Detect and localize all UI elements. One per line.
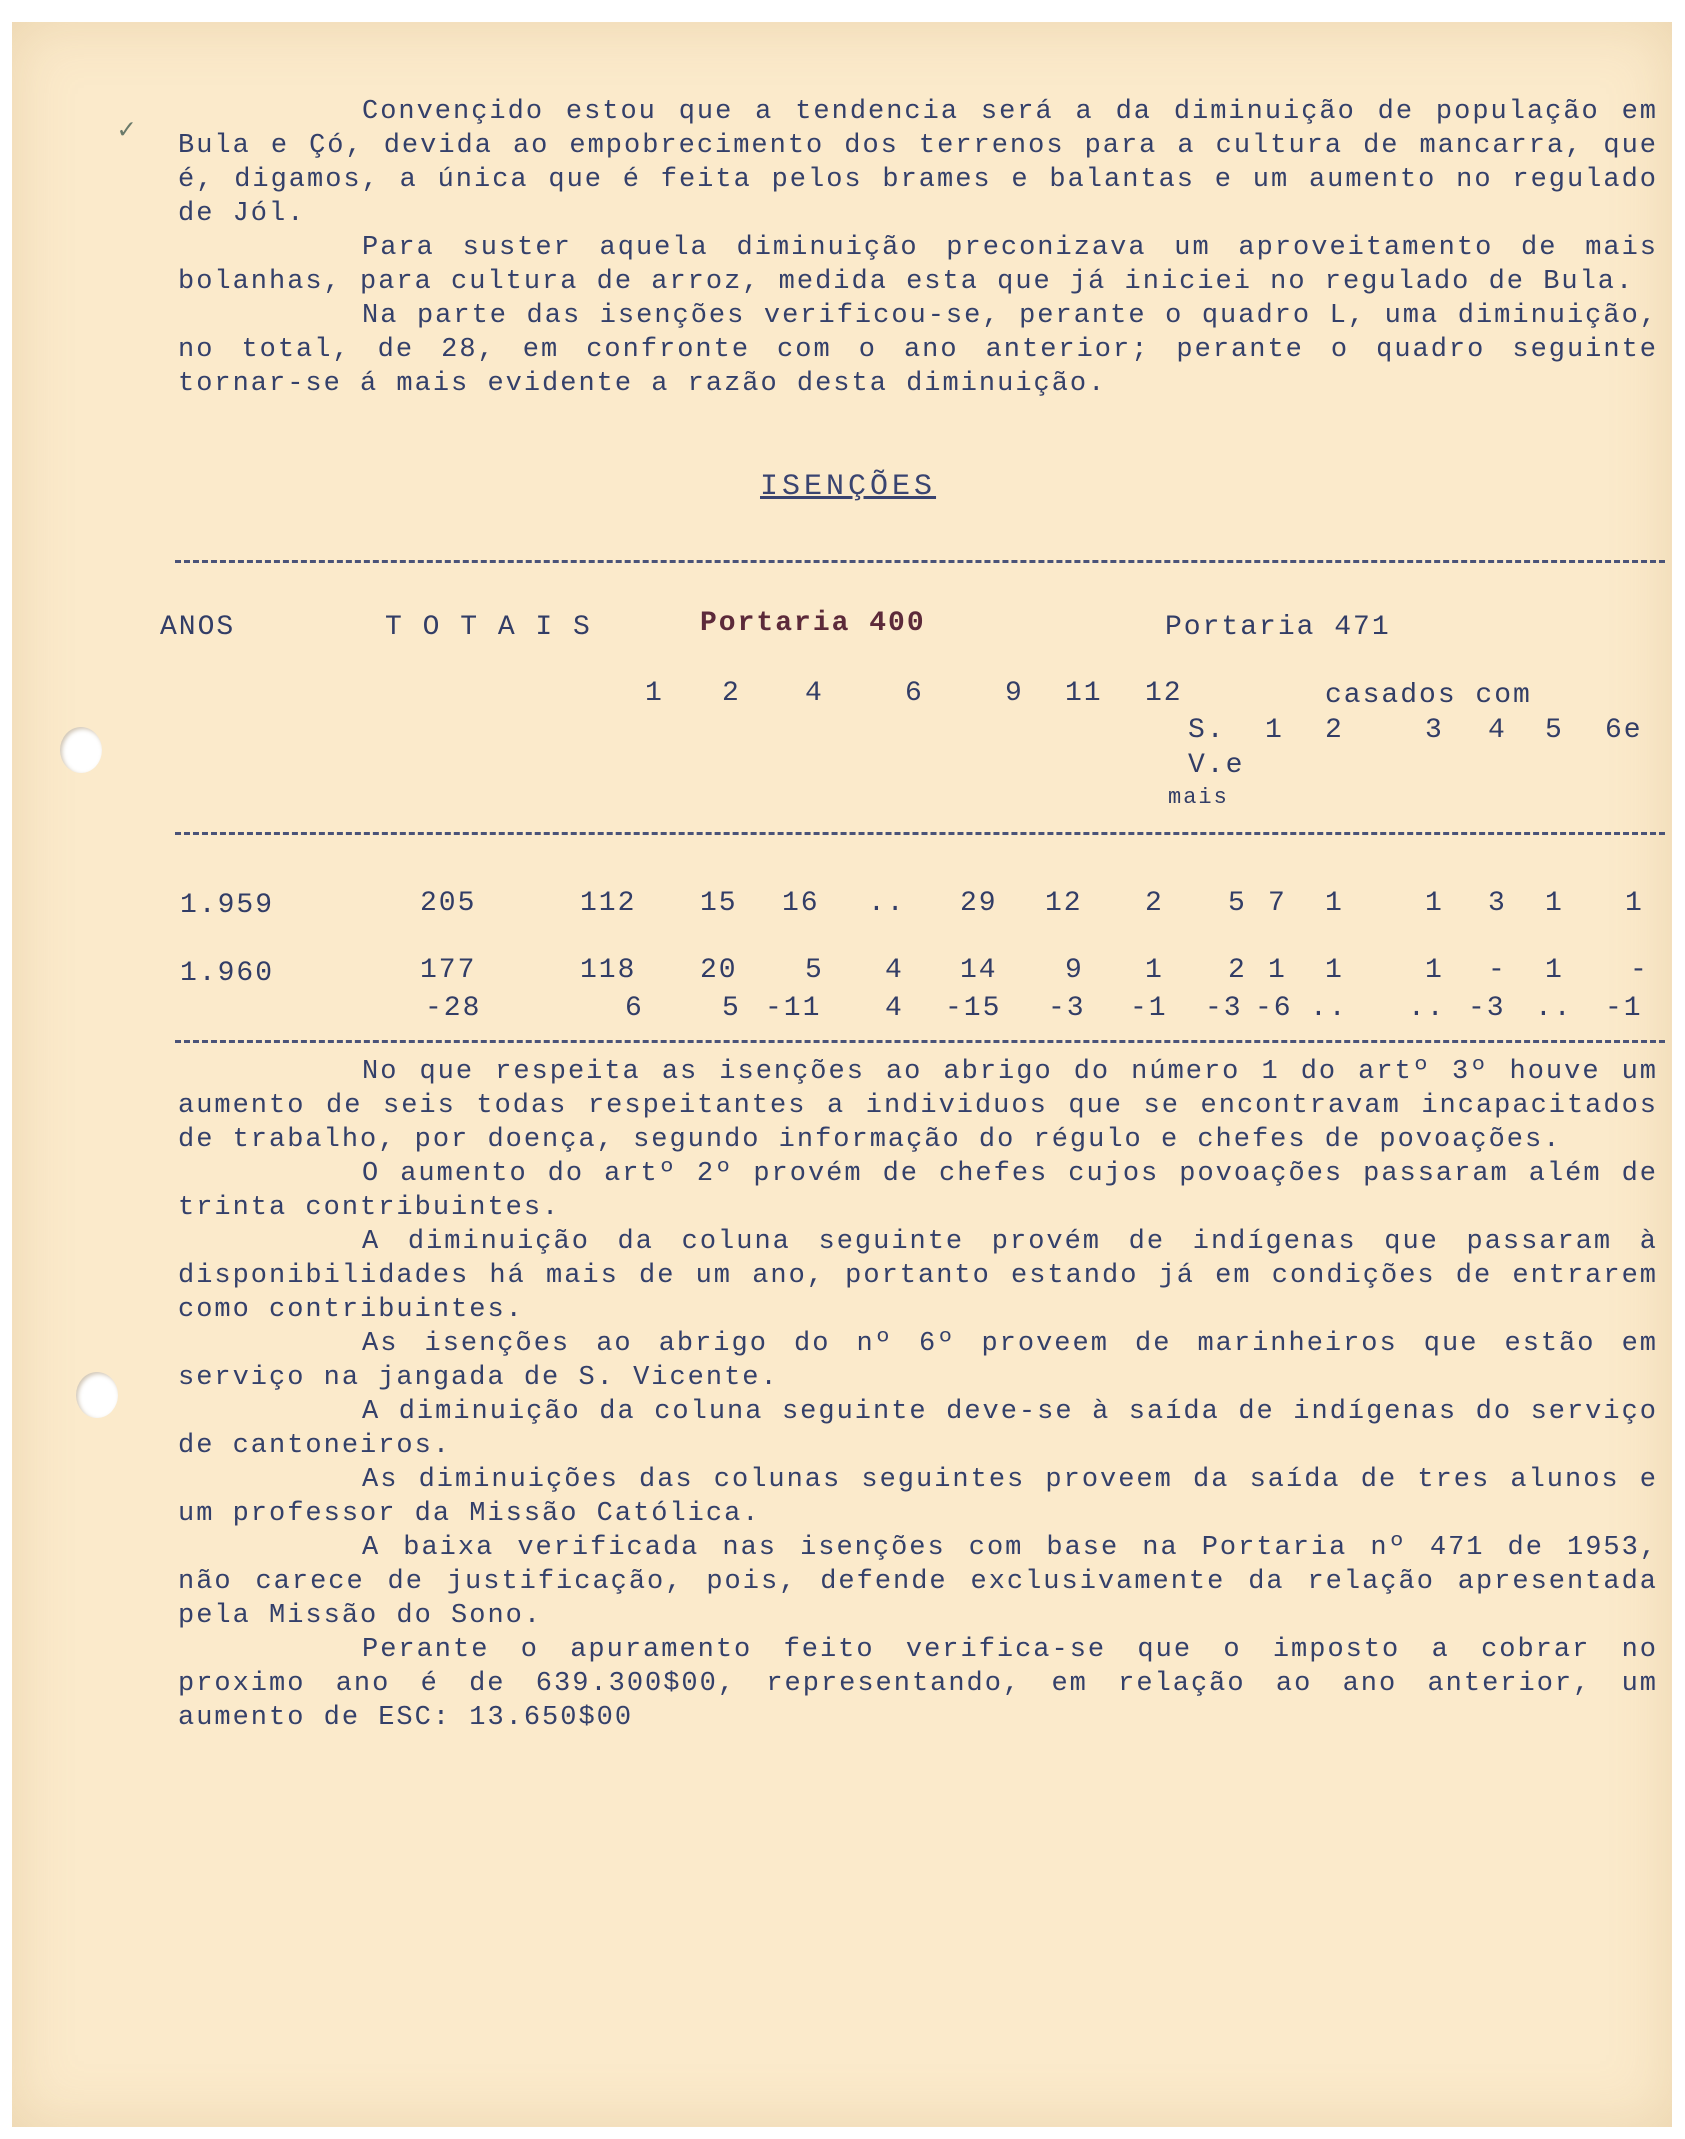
table-cell: 14 bbox=[960, 955, 998, 986]
paragraph: Convençido estou que a tendencia será a da diminuição de população em Bula e Çó, devida ao empobrecimento dos terrenos para a cultura de mancarra, que é, digamos, a única que é feita pelos brames e balantas e um aumento no regulado de Jól. bbox=[178, 97, 1658, 229]
paragraph: A diminuição da coluna seguinte provém de indígenas que passaram à disponibilidades há mais de um ano, portanto estando já em condições de entrarem como contribuintes. bbox=[178, 1227, 1658, 1325]
paragraph: Para suster aquela diminuição preconizava um aproveitamento de mais bolanhas, para cultura de arroz, medida esta que já iniciei no regulado de Bula. bbox=[178, 233, 1658, 297]
subheader: 2 bbox=[1325, 715, 1344, 746]
table-cell: 5 bbox=[805, 955, 824, 986]
subheader: mais bbox=[1168, 785, 1229, 810]
subheader: V.e bbox=[1188, 750, 1245, 781]
table-cell: 9 bbox=[1065, 955, 1084, 986]
punch-hole-bottom bbox=[76, 1372, 118, 1418]
table-cell: 15 bbox=[700, 888, 738, 919]
table-cell: 4 bbox=[885, 955, 904, 986]
paragraph: O aumento do artº 2º provém de chefes cujos povoações passaram além de trinta contribuintes. bbox=[178, 1159, 1658, 1223]
table-cell: .. bbox=[1535, 993, 1573, 1024]
subheader: 1 bbox=[1265, 715, 1284, 746]
subheader: 5 bbox=[1545, 715, 1564, 746]
table-cell: 1 bbox=[1325, 955, 1344, 986]
header-portaria-471: Portaria 471 bbox=[1165, 612, 1391, 643]
table-cell: 1 bbox=[1425, 955, 1444, 986]
row-year: 1.959 bbox=[180, 890, 275, 921]
subheader: 3 bbox=[1425, 715, 1444, 746]
table-cell: 1 bbox=[1145, 955, 1164, 986]
table-cell: 1 bbox=[1545, 955, 1564, 986]
table-cell: -1 bbox=[1130, 993, 1168, 1024]
subheader: 4 bbox=[805, 678, 824, 709]
table-cell: 12 bbox=[1045, 888, 1083, 919]
table-cell: 5 bbox=[1228, 888, 1247, 919]
header-anos: ANOS bbox=[160, 612, 236, 643]
subheader: 9 bbox=[1005, 678, 1024, 709]
pencil-tick-icon: ✓ bbox=[118, 116, 135, 147]
punch-hole-top bbox=[60, 727, 102, 773]
table-cell: -3 bbox=[1048, 993, 1086, 1024]
table-cell: -3 bbox=[1468, 993, 1506, 1024]
table-cell: -1 bbox=[1605, 993, 1643, 1024]
table-cell: 1 bbox=[1425, 888, 1444, 919]
table-cell: 118 bbox=[580, 955, 637, 986]
subheader: 4 bbox=[1488, 715, 1507, 746]
table-cell: .. bbox=[868, 888, 906, 919]
header-totais: T O T A I S bbox=[385, 612, 592, 643]
table-cell: .. bbox=[1408, 993, 1446, 1024]
table-rule-header bbox=[175, 832, 1665, 835]
table-cell: 6 bbox=[625, 993, 644, 1024]
table-cell: 1 bbox=[1325, 888, 1344, 919]
table-cell: 3 bbox=[1488, 888, 1507, 919]
table-cell: - bbox=[1488, 955, 1507, 986]
table-cell: -11 bbox=[765, 993, 822, 1024]
table-title: ISENÇÕES bbox=[760, 470, 937, 504]
subheader: S. bbox=[1188, 715, 1226, 746]
table-cell: -15 bbox=[945, 993, 1002, 1024]
table-cell: .. bbox=[1310, 993, 1348, 1024]
table-cell: 1 bbox=[1268, 955, 1287, 986]
paragraph: A diminuição da coluna seguinte deve-se à saída de indígenas do serviço de cantoneiros. bbox=[178, 1397, 1658, 1461]
subheader: 1 bbox=[645, 678, 664, 709]
paragraph: As diminuições das colunas seguintes proveem da saída de tres alunos e um professor da Missão Católica. bbox=[178, 1465, 1658, 1529]
subheader: 11 bbox=[1065, 678, 1103, 709]
header-casados-com: casados com bbox=[1325, 680, 1532, 711]
table-cell: 5 bbox=[722, 993, 741, 1024]
table-cell: 177 bbox=[420, 955, 477, 986]
table-cell: -3 bbox=[1205, 993, 1243, 1024]
subheader: 6e bbox=[1605, 715, 1643, 746]
table-cell: 2 bbox=[1145, 888, 1164, 919]
table-cell: 29 bbox=[960, 888, 998, 919]
table-cell: -28 bbox=[425, 993, 482, 1024]
intro-text bbox=[178, 95, 1658, 401]
table-cell: 112 bbox=[580, 888, 637, 919]
header-portaria-400: Portaria 400 bbox=[700, 608, 926, 639]
table-rule-bottom bbox=[175, 1040, 1665, 1043]
table-cell: 16 bbox=[782, 888, 820, 919]
explanation-text bbox=[178, 1055, 1658, 1735]
table-cell: 7 bbox=[1268, 888, 1287, 919]
subheader: 2 bbox=[722, 678, 741, 709]
table-cell: - bbox=[1630, 955, 1649, 986]
table-cell: 20 bbox=[700, 955, 738, 986]
paragraph: No que respeita as isenções ao abrigo do número 1 do artº 3º houve um aumento de seis todas respeitantes a individuos que se encontravam incapacitados de trabalho, por doença, segundo informação do régulo e chefes de povoações. bbox=[178, 1057, 1658, 1155]
table-cell: -6 bbox=[1255, 993, 1293, 1024]
paragraph: Na parte das isenções verificou-se, perante o quadro L, uma diminuição, no total, de 28, em confronte com o ano anterior; perante o quadro seguinte tornar-se á mais evidente a razão desta diminuição. bbox=[178, 301, 1658, 399]
table-cell: 1 bbox=[1545, 888, 1564, 919]
paragraph: As isenções ao abrigo do nº 6º proveem de marinheiros que estão em serviço na jangada de S. Vicente. bbox=[178, 1329, 1658, 1393]
subheader: 6 bbox=[905, 678, 924, 709]
table-cell: 4 bbox=[885, 993, 904, 1024]
table-cell: 2 bbox=[1228, 955, 1247, 986]
table-cell: 1 bbox=[1625, 888, 1644, 919]
table-cell: 205 bbox=[420, 888, 477, 919]
paragraph: A baixa verificada nas isenções com base na Portaria nº 471 de 1953, não carece de justificação, pois, defende exclusivamente da relação apresentada pela Missão do Sono. bbox=[178, 1533, 1658, 1631]
row-year: 1.960 bbox=[180, 958, 275, 989]
paragraph: Perante o apuramento feito verifica-se que o imposto a cobrar no proximo ano é de 639.300$00, representando, em relação ao ano anterior, um aumento de ESC: 13.650$00 bbox=[178, 1635, 1658, 1733]
table-rule-top bbox=[175, 560, 1665, 563]
subheader: 12 bbox=[1145, 678, 1183, 709]
